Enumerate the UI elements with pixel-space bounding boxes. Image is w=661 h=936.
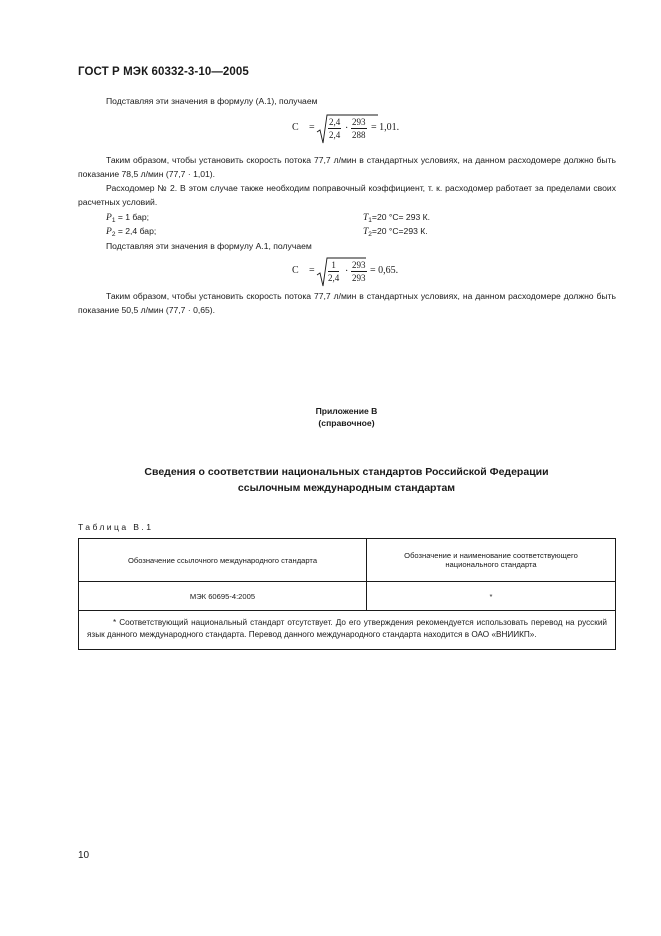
annex-kind: (справочное) — [318, 418, 375, 428]
condition-p1: $P_1 = 1$ бар; — [106, 212, 150, 224]
table-footnote: * Соответствующий национальный стандарт отсутствует. До его утверждения рекомендуется использовать перевод на русский язык данного международного стандарта. Перевод данного международного стандарта находится в ОАО «ВНИИКП». — [79, 611, 616, 650]
annex-name: Приложение В — [315, 406, 378, 416]
reference-standards-table — [78, 538, 616, 650]
formula-1-result: = 1,01. — [371, 122, 400, 133]
formula-2-fraction-b: $\frac{293}{293}$ — [352, 260, 366, 283]
table-row — [79, 582, 616, 611]
table-cell-standard: МЭК 60695-4:2005 — [79, 582, 367, 611]
table-caption: Таблица В.1 — [78, 522, 154, 532]
formula-2 — [292, 255, 432, 289]
formula-1-eq: = — [309, 122, 315, 133]
table-cell-national-standard: * — [367, 582, 616, 611]
table-header-row — [79, 539, 616, 582]
annex-title-line-1: Сведения о соответствии национальных стандартов Российской Федерации — [144, 466, 549, 478]
formula-2-lhs: C — [292, 265, 299, 276]
conclusion-1: Таким образом, чтобы установить скорость потока 77,7 л/мин в стандартных условиях, на данном расходомере должно быть показание 78,5 л/мин (77,7 · 1,01). — [78, 155, 616, 179]
formula-2-result: = 0,65. — [370, 265, 399, 276]
formula-1-lhs: C — [292, 122, 299, 133]
formula-2-dot: · — [345, 266, 349, 277]
table-note-row — [79, 611, 616, 650]
formula-intro-1: Подставляя эти значения в формулу (А.1), получаем — [106, 96, 318, 106]
document-header: ГОСТ Р МЭК 60332-3-10—2005 — [78, 66, 249, 78]
formula-1-fraction-b: $\frac{293}{288}$ — [352, 117, 366, 140]
formula-1 — [292, 112, 432, 146]
conclusion-2: Таким образом, чтобы установить скорость потока 77,7 л/мин в стандартных условиях, на данном расходомере должно быть показание 50,5 л/мин (77,7 · 0,65). — [78, 291, 616, 315]
formula-intro-2: Подставляя эти значения в формулу А.1, получаем — [106, 241, 312, 251]
table-header-col2: Обозначение и наименование соответствующего национального стандарта — [367, 539, 616, 582]
page-number: 10 — [78, 850, 90, 861]
formula-1-dot: · — [345, 123, 349, 134]
table-header-col1: Обозначение ссылочного международного стандарта — [79, 539, 367, 582]
formula-2-fraction-a: $\frac{1}{2,4}$ — [328, 260, 340, 283]
condition-p2: $P_2 = 2,4$ бар; — [106, 226, 157, 238]
formula-2-eq: = — [309, 265, 315, 276]
condition-t2: $T_2=20$ °С=293 К. — [363, 226, 428, 238]
flowmeter-2-paragraph: Расходомер № 2. В этом случае также необходим поправочный коэффициент, т. к. расходомер работает за пределами своих расчетных условий. — [78, 183, 616, 207]
annex-title-line-2: ссылочным международным стандартам — [237, 482, 456, 494]
condition-t1: $T_1=20$ °С= 293 К. — [363, 212, 431, 224]
formula-1-fraction-a: $\frac{2,4}{2,4}$ — [329, 117, 341, 140]
